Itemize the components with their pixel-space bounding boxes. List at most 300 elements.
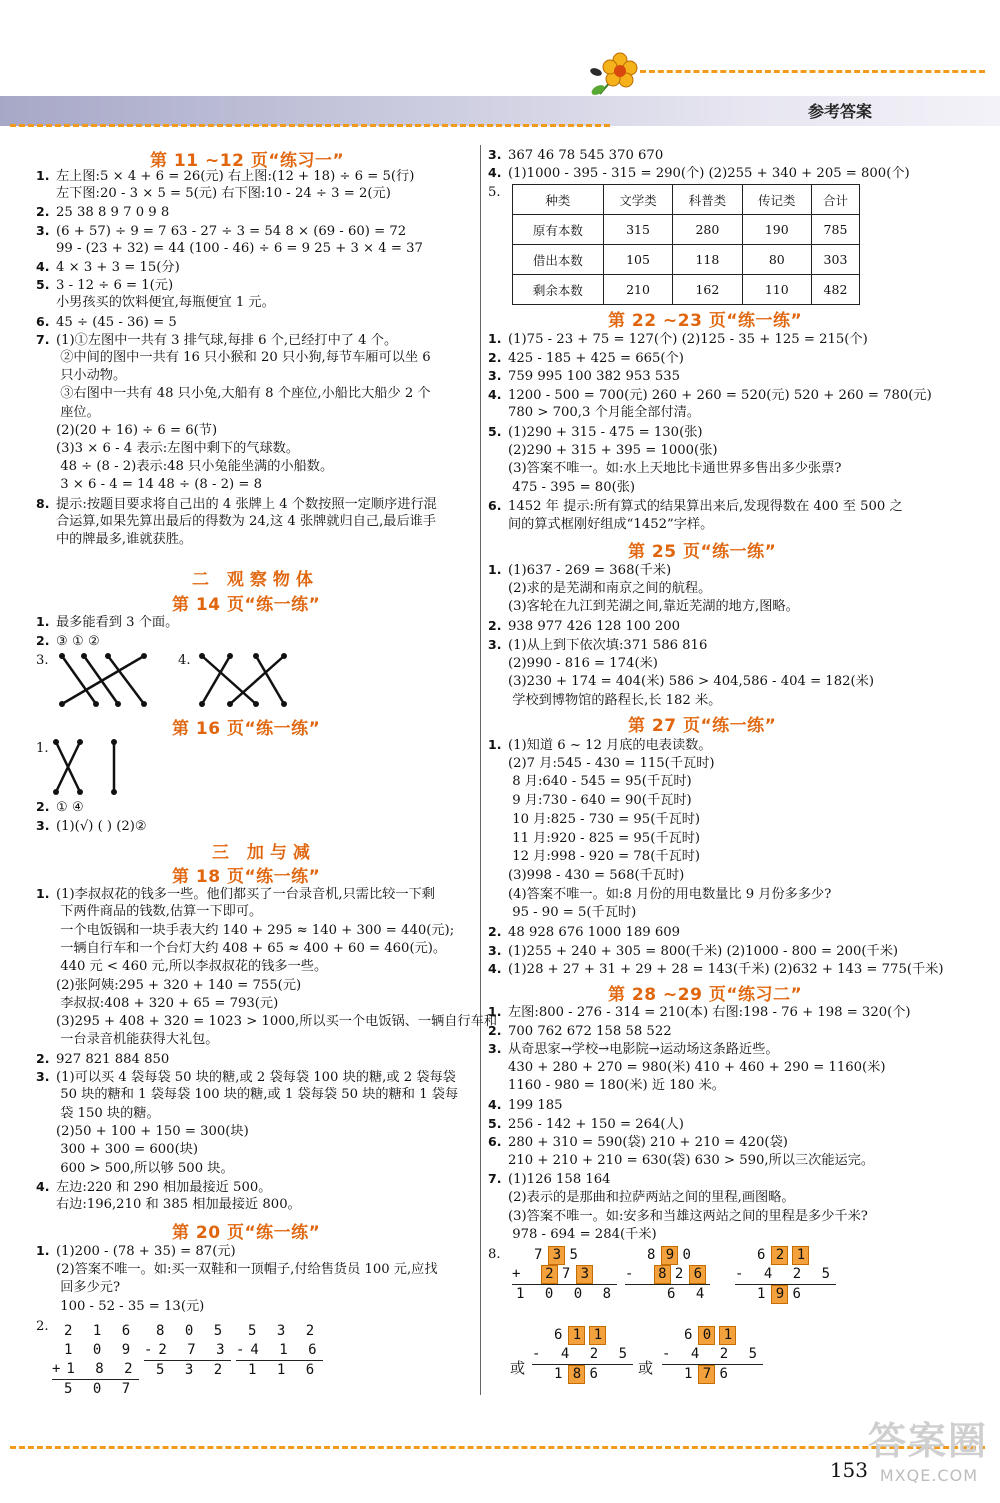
- answer-line: [36, 258, 180, 276]
- answer-text: 425 - 185 + 425 = 665(个): [508, 350, 684, 366]
- answer-text: 3 × 6 - 4 = 14 48 ÷ (8 - 2) = 8: [56, 477, 262, 493]
- answer-line: [488, 655, 658, 672]
- table-cell: 110: [742, 275, 811, 305]
- answer-text: 左图:800 - 276 - 314 = 210(本) 右图:198 - 76 + 198 = 320(个): [508, 1005, 911, 1020]
- or-label-1: 或: [510, 1359, 526, 1377]
- answer-line: [36, 385, 431, 402]
- answer-text: 右边:196,210 和 385 相加最接近 800。: [56, 1197, 301, 1213]
- answer-line: [488, 1152, 874, 1169]
- question-number: 6.: [36, 313, 50, 329]
- section-title: 第 18 页“练一练”: [172, 867, 321, 887]
- calc-row: 1 0 9: [64, 1342, 137, 1358]
- digit: 4 2 5: [560, 1346, 634, 1362]
- answer-line: [36, 185, 391, 202]
- answer-text: 一辆自行车和一个台灯大约 408 + 65 ≈ 400 + 60 = 460(元)。: [56, 940, 447, 956]
- answer-text: 430 + 280 + 270 = 980(米) 410 + 460 + 290 = 1160(米): [508, 1059, 886, 1075]
- answer-line: [488, 516, 713, 533]
- section-title: 第 27 页“练一练”: [628, 716, 777, 736]
- table-cell: 280: [673, 215, 742, 245]
- question-number: 3.: [36, 1069, 50, 1084]
- vertical-calc-c: [236, 1322, 323, 1380]
- answer-text: (2)张阿姨:295 + 320 + 140 = 755(元): [56, 977, 302, 993]
- answer-line: [36, 798, 84, 816]
- answer-text: 210 + 210 + 210 = 630(袋) 630 > 590,所以三次能运完。: [508, 1152, 875, 1168]
- answer-text: 280 + 310 = 590(袋) 210 + 210 = 420(袋): [508, 1135, 788, 1151]
- answer-text: 一台录音机能获得大礼包。: [56, 1032, 219, 1048]
- question-number: 2.: [488, 1022, 502, 1038]
- answer-text: 10 月:825 - 730 = 95(千瓦时): [508, 811, 701, 827]
- unit-title: 三 加与减: [212, 843, 316, 863]
- answer-line: [488, 773, 692, 790]
- calc-result: 1 1 6: [236, 1360, 323, 1380]
- answer-line: [36, 817, 147, 835]
- answer-line: [36, 1050, 169, 1068]
- answer-box: 8: [654, 1265, 671, 1284]
- answer-line: [488, 848, 700, 865]
- answer-line: [36, 1105, 160, 1122]
- answer-box: 6: [689, 1265, 706, 1284]
- answer-text: 4 × 3 + 3 = 15(分): [56, 260, 180, 275]
- answer-text: (1)75 - 23 + 75 = 127(个) (2)125 - 35 + 125 = 215(个): [508, 332, 868, 347]
- answer-line: [488, 146, 663, 164]
- question-number: 3.: [36, 653, 49, 668]
- answer-text: (1)1000 - 395 - 315 = 290(个) (2)255 + 340 + 205 = 800(个): [508, 166, 910, 181]
- operator: +: [512, 1266, 527, 1282]
- operator: -: [662, 1346, 677, 1362]
- answer-line: [488, 330, 868, 348]
- answer-line: [488, 904, 636, 921]
- puzzle-result: 6 4: [625, 1284, 710, 1304]
- question-number: 1.: [36, 168, 50, 183]
- answer-line: [36, 313, 177, 331]
- answer-text: (2)7 月:545 - 430 = 115(千瓦时): [508, 755, 715, 771]
- answer-line: [488, 497, 903, 515]
- answer-text: 袋 150 块的糖。: [56, 1105, 160, 1121]
- digit: 7: [534, 1247, 549, 1263]
- answer-text: 100 - 52 - 35 = 13(元): [56, 1298, 205, 1314]
- answer-text: 小男孩买的饮料便宜,每瓶便宜 1 元。: [56, 295, 275, 311]
- q3-line-drawing: [56, 650, 151, 710]
- operator: -: [735, 1266, 750, 1282]
- answer-line: [36, 613, 178, 631]
- answer-text: 199 185: [508, 1098, 563, 1113]
- answer-text: 合运算,如果先算出最后的得数为 24,这 4 张牌就归自己,最后谁手: [56, 513, 437, 529]
- table-cell: 合计: [811, 185, 859, 215]
- answer-line: [36, 1086, 458, 1103]
- answer-line: [488, 349, 684, 367]
- answer-line: [36, 331, 397, 349]
- table-cell: 303: [811, 245, 859, 275]
- question-number: 5.: [488, 185, 501, 200]
- answer-box: 9: [661, 1246, 678, 1265]
- puzzle-2: [625, 1246, 710, 1304]
- answer-text: 978 - 694 = 284(千米): [508, 1227, 657, 1243]
- answer-line: [36, 476, 262, 493]
- answer-text: (3)客轮在九江到芜湖之间,靠近芜湖的地方,图略。: [508, 599, 799, 615]
- digit: 6: [554, 1327, 569, 1343]
- answer-text: 1452 年 提示:所有算式的结果算出来后,发现得数在 400 至 500 之: [508, 499, 903, 515]
- answer-text: (1)126 158 164: [508, 1172, 611, 1188]
- calc-result: 5 3 2: [144, 1360, 231, 1380]
- answer-text: (1)28 + 27 + 31 + 29 + 28 = 143(千米) (2)632 + 143 = 775(千米): [508, 962, 944, 978]
- question-number: 2.: [36, 799, 50, 814]
- answer-line: [36, 1160, 234, 1177]
- answer-line: [488, 1189, 795, 1206]
- answer-text: (2)求的是芜湖和南京之间的航程。: [508, 580, 712, 596]
- answer-line: [488, 598, 799, 615]
- answer-line: [488, 755, 715, 772]
- puzzle-4: [532, 1326, 633, 1384]
- answer-line: [488, 561, 671, 579]
- answer-line: [36, 422, 217, 439]
- operator: -: [625, 1266, 640, 1282]
- table-cell: 原有本数: [513, 215, 604, 245]
- answer-line: [36, 1279, 120, 1296]
- answer-box: 1: [589, 1326, 606, 1345]
- answer-text: (1)290 + 315 - 475 = 130(张): [508, 425, 703, 440]
- answer-line: [488, 1170, 611, 1188]
- answer-line: [488, 423, 703, 441]
- answer-line: [36, 1141, 198, 1158]
- answer-box: 9: [771, 1285, 788, 1304]
- unit-title: 二 观察物体: [192, 570, 319, 590]
- vertical-calc-a: [52, 1322, 139, 1399]
- operator: -: [532, 1346, 547, 1362]
- question-number: 4.: [36, 1178, 50, 1194]
- table-cell: 科普类: [673, 185, 742, 215]
- table-cell: 105: [603, 245, 672, 275]
- answer-line: [36, 531, 192, 548]
- answer-text: (3)答案不唯一。如:安多和当雄这两站之间的里程是多少千米?: [508, 1208, 868, 1224]
- answer-text: (2)50 + 100 + 150 = 300(块): [56, 1123, 249, 1139]
- question-number: 2.: [36, 1319, 49, 1334]
- answer-text: (3)998 - 430 = 568(千瓦时): [508, 867, 685, 883]
- answer-line: [36, 240, 423, 257]
- digit: 4 2 5: [763, 1266, 837, 1282]
- answer-text: 300 + 300 = 600(块): [56, 1142, 199, 1158]
- answer-text: 8 月:640 - 545 = 95(千瓦时): [508, 774, 692, 790]
- answer-box: 3: [576, 1265, 593, 1284]
- answer-text: (2)答案不唯一。如:买一双鞋和一顶帽子,付给售货员 100 元,应找: [56, 1261, 438, 1277]
- answer-text: 只小动物。: [56, 368, 127, 384]
- answer-text: (3)230 + 174 = 404(米) 586 > 404,586 - 404 = 182(米): [508, 674, 874, 690]
- answer-text: 11 月:920 - 825 = 95(千瓦时): [508, 830, 701, 846]
- answer-text: 45 ÷ (45 - 36) = 5: [56, 314, 177, 330]
- digit: 6: [589, 1366, 604, 1382]
- answer-line: [36, 1031, 218, 1048]
- question-number: 1.: [36, 1243, 50, 1258]
- question-number: 3.: [488, 368, 502, 384]
- answer-text: 最多能看到 3 个面。: [56, 615, 179, 630]
- answer-line: [488, 811, 700, 828]
- answer-line: [488, 736, 712, 754]
- digit: 7: [561, 1266, 577, 1282]
- answer-line: [36, 885, 435, 903]
- answer-box: 3: [548, 1246, 565, 1265]
- answer-line: [488, 960, 944, 978]
- question-number: 7.: [488, 1171, 502, 1187]
- answer-text: ③右图中一共有 48 只小兔,大船有 8 个座位,小船比大船少 2 个: [56, 386, 431, 402]
- digit: 6: [757, 1247, 772, 1263]
- answer-line: [36, 458, 333, 475]
- answer-text: 学校到博物馆的路程长,长 182 米。: [508, 692, 722, 708]
- question-number: 2.: [488, 618, 502, 634]
- answer-line: [488, 460, 842, 477]
- answer-text: 927 821 884 850: [56, 1051, 170, 1067]
- digit: 4 2 5: [690, 1346, 764, 1362]
- answer-line: [488, 617, 680, 635]
- or-label-2: 或: [638, 1359, 654, 1377]
- answer-line: [488, 1133, 788, 1151]
- answer-line: [36, 203, 169, 221]
- answer-line: [36, 513, 436, 530]
- table-cell: 162: [673, 275, 742, 305]
- answer-text: 50 块的糖和 1 袋每袋 100 块的糖,或 1 袋每袋 50 块的糖和 1 袋每: [56, 1087, 459, 1103]
- footer-dash: [10, 1446, 985, 1449]
- answer-text: 下两件商品的钱数,估算一下即可。: [56, 904, 263, 920]
- answer-text: (1)可以买 4 袋每袋 50 块的糖,或 2 袋每袋 100 块的糖,或 2 袋每袋: [56, 1070, 456, 1085]
- question-number: 1.: [488, 737, 502, 752]
- digit: 6: [719, 1366, 734, 1382]
- answer-text: 回多少元?: [56, 1280, 121, 1296]
- question-number: 1.: [488, 562, 502, 577]
- section-title: 第 20 页“练一练”: [172, 1223, 321, 1243]
- table-cell: 文学类: [603, 185, 672, 215]
- watermark-logo: 答案圈: [867, 1419, 988, 1463]
- digit: 8: [647, 1247, 662, 1263]
- answer-text: 759 995 100 382 953 535: [508, 369, 680, 385]
- answer-text: 左边:220 和 290 相加最接近 500。: [56, 1179, 272, 1195]
- answer-text: (3)答案不唯一。如:水上天地比卡通世界多售出多少张票?: [508, 461, 842, 477]
- question-number: 4.: [36, 259, 50, 274]
- answer-text: (2)290 + 315 + 395 = 1000(张): [508, 442, 718, 458]
- table-cell: 785: [811, 215, 859, 245]
- answer-text: 780 > 700,3 个月能全部付清。: [508, 405, 701, 421]
- answer-line: [488, 1040, 779, 1058]
- answer-box: 1: [792, 1246, 809, 1265]
- q16-line-drawing: [50, 738, 130, 796]
- answer-line: [488, 386, 932, 404]
- answer-line: [36, 1242, 236, 1260]
- question-number: 7.: [36, 331, 50, 347]
- calc-result: 5 0 7: [52, 1379, 139, 1399]
- question-number: 2.: [36, 204, 50, 220]
- table-row: [513, 245, 860, 275]
- question-number: 4.: [488, 1097, 502, 1112]
- answer-text: (1)(√) ( ) (2)②: [56, 818, 147, 834]
- answer-text: 左上图:5 × 4 + 6 = 26(元) 右上图:(12 + 18) ÷ 6 = 5(行): [56, 169, 415, 184]
- puzzle-1: [512, 1246, 617, 1304]
- table-cell: 种类: [513, 185, 604, 215]
- answer-line: [36, 958, 327, 975]
- table-cell: 剩余本数: [513, 275, 604, 305]
- answer-text: (1)李叔叔花的钱多一些。他们都买了一台录音机,只需比较一下剩: [56, 887, 435, 902]
- answer-line: [488, 479, 635, 496]
- answer-text: (1)①左图中一共有 3 排气球,每排 6 个,已经打中了 4 个。: [56, 332, 398, 348]
- answer-text: ① ④: [56, 800, 84, 815]
- question-number: 3.: [488, 147, 502, 162]
- answer-text: ②中间的图中一共有 16 只小猴和 20 只小狗,每节车厢可以坐 6: [56, 350, 431, 365]
- table-cell: 传记类: [742, 185, 811, 215]
- question-number: 1.: [488, 1004, 502, 1019]
- answer-text: (6 + 57) ÷ 9 = 7 63 - 27 ÷ 3 = 54 8 × (69 - 60) = 72: [56, 223, 407, 239]
- question-number: 1.: [36, 886, 50, 901]
- answer-line: [36, 1068, 456, 1086]
- answer-line: [36, 404, 100, 421]
- answer-text: (3)295 + 408 + 320 = 1023 > 1000,所以买一个电饭锅、一辆自行车和: [56, 1014, 498, 1030]
- question-number: 1.: [36, 741, 49, 756]
- answer-line: [488, 1096, 563, 1114]
- answer-line: [488, 636, 707, 654]
- answer-line: [488, 1077, 725, 1094]
- question-number: 4.: [488, 386, 502, 402]
- answer-text: 提示:按题目要求将自己出的 4 张牌上 4 个数按照一定顺序进行混: [56, 496, 437, 512]
- answer-line: [488, 1226, 657, 1243]
- question-number: 3.: [36, 222, 50, 238]
- section-title: 第 28 ~29 页“练习二”: [608, 985, 803, 1005]
- answer-line: [36, 903, 262, 920]
- puzzle-3: [735, 1246, 836, 1304]
- digit: 0: [682, 1247, 697, 1263]
- answer-line: [488, 442, 718, 459]
- q4-line-drawing: [196, 650, 291, 710]
- question-number: 3.: [36, 817, 50, 833]
- answer-text: 48 ÷ (8 - 2)表示:48 只小兔能坐满的小船数。: [56, 459, 334, 475]
- answer-line: [488, 923, 680, 941]
- answer-text: 3 - 12 ÷ 6 = 1(元): [56, 278, 174, 294]
- answer-text: 1160 - 980 = 180(米) 近 180 米。: [508, 1078, 725, 1094]
- answer-line: [36, 1123, 249, 1140]
- digit: 1: [554, 1366, 569, 1382]
- answer-line: [488, 580, 711, 597]
- vertical-calc-b: [144, 1322, 231, 1380]
- answer-line: [488, 1003, 911, 1021]
- answer-text: (4)答案不唯一。如:8 月份的用电数量比 9 月份多多少?: [508, 886, 832, 902]
- answer-line: [488, 792, 692, 809]
- answer-line: [36, 495, 437, 513]
- table-cell: 80: [742, 245, 811, 275]
- answer-line: [488, 1208, 868, 1225]
- answer-text: (1)200 - (78 + 35) = 87(元): [56, 1244, 236, 1259]
- table-row: [513, 215, 860, 245]
- table-cell: 118: [673, 245, 742, 275]
- answer-text: 左下图:20 - 3 × 5 = 5(元) 右下图:10 - 24 ÷ 3 = 2(元): [56, 186, 391, 202]
- watermark-url: MXQE.COM: [879, 1466, 978, 1485]
- answer-line: [36, 977, 301, 994]
- answer-text: 600 > 500,所以够 500 块。: [56, 1160, 234, 1176]
- header-title: 参考答案: [807, 102, 872, 121]
- answer-line: [36, 632, 100, 650]
- answer-line: [488, 867, 684, 884]
- answer-line: [488, 404, 700, 421]
- answer-box: 8: [568, 1365, 585, 1384]
- question-number: 2.: [488, 349, 502, 365]
- question-number: 4.: [178, 653, 191, 668]
- answer-text: 48 928 676 1000 189 609: [508, 925, 680, 940]
- digit: 1: [684, 1366, 699, 1382]
- answer-box: 1: [568, 1326, 585, 1345]
- answer-box: 0: [698, 1326, 715, 1345]
- answer-line: [488, 1115, 684, 1133]
- digit: 1: [757, 1286, 772, 1302]
- book-table: [512, 184, 860, 305]
- answer-line: [36, 1298, 204, 1315]
- page-number: 153: [829, 1458, 868, 1482]
- answer-text: 9 月:730 - 640 = 90(千瓦时): [508, 793, 692, 809]
- answer-line: [36, 922, 454, 939]
- answer-text: 从奇思家→学校→电影院→运动场这条路近些。: [508, 1042, 779, 1058]
- answer-text: (1)255 + 240 + 305 = 800(千米) (2)1000 - 800 = 200(千米): [508, 943, 899, 959]
- answer-text: 700 762 672 158 58 522: [508, 1023, 672, 1039]
- section-title: 第 25 页“练一练”: [628, 542, 777, 562]
- calc-row: -4 1 6: [236, 1342, 323, 1358]
- table-cell: 190: [742, 215, 811, 245]
- calc-row: 8 0 5: [156, 1323, 229, 1339]
- answer-box: 1: [719, 1326, 736, 1345]
- question-number: 1.: [488, 331, 502, 346]
- question-number: 3.: [488, 1041, 502, 1057]
- answer-line: [36, 1261, 438, 1278]
- question-number: 3.: [488, 942, 502, 958]
- answer-text: 99 - (23 + 32) = 44 (100 - 46) ÷ 6 = 9 25 + 3 × 4 = 37: [56, 240, 423, 256]
- table-cell: 210: [603, 275, 672, 305]
- answer-text: ③ ① ②: [56, 633, 100, 649]
- answer-line: [488, 367, 680, 385]
- answer-text: 25 38 8 9 7 0 9 8: [56, 205, 170, 221]
- column-divider: [480, 145, 481, 1395]
- answer-line: [488, 692, 721, 709]
- question-number: 5.: [488, 424, 502, 439]
- header-dash-bottom: [10, 124, 610, 127]
- q8-number: 8.: [488, 1247, 501, 1262]
- answer-text: 367 46 78 545 370 670: [508, 148, 664, 163]
- header-dash-top: [640, 70, 985, 73]
- answer-text: (3)3 × 6 - 4 表示:左图中剩下的气球数。: [56, 441, 300, 456]
- answer-text: (1)从上到下依次填:371 586 816: [508, 637, 708, 653]
- question-number: 5.: [36, 277, 50, 293]
- answer-line: [36, 1178, 271, 1196]
- answer-line: [36, 1196, 301, 1213]
- answer-text: (1)知道 6 ~ 12 月底的电表读数。: [508, 738, 712, 753]
- answer-line: [488, 164, 910, 182]
- calc-row: +1 8 2: [52, 1361, 139, 1377]
- answer-line: [488, 1022, 672, 1040]
- section-title: 第 16 页“练一练”: [172, 719, 321, 739]
- question-number: 6.: [488, 498, 502, 514]
- section-title: 第 22 ~23 页“练一练”: [608, 311, 803, 331]
- answer-line: [488, 830, 700, 847]
- answer-line: [488, 673, 874, 690]
- digit: 6: [684, 1327, 699, 1343]
- answer-line: [36, 440, 299, 457]
- answer-line: [36, 1013, 497, 1030]
- table-cell: 482: [811, 275, 859, 305]
- question-number: 4.: [488, 961, 502, 977]
- digit: 5: [569, 1247, 584, 1263]
- answer-text: 间的算式框刚好组成“1452”字样。: [508, 517, 714, 532]
- answer-line: [36, 349, 431, 366]
- answer-line: [488, 1059, 886, 1076]
- question-number: 1.: [36, 614, 50, 629]
- answer-text: (2)表示的是那曲和拉萨两站之间的里程,画图略。: [508, 1190, 795, 1205]
- answer-text: 938 977 426 128 100 200: [508, 619, 680, 635]
- answer-line: [488, 886, 831, 903]
- flower-icon: [586, 50, 642, 100]
- answer-box: 2: [541, 1265, 558, 1284]
- section-title: 第 14 页“练一练”: [172, 595, 321, 615]
- puzzle-result: 1 0 0 8: [512, 1284, 617, 1304]
- answer-text: 李叔叔:408 + 320 + 65 = 793(元): [56, 995, 279, 1011]
